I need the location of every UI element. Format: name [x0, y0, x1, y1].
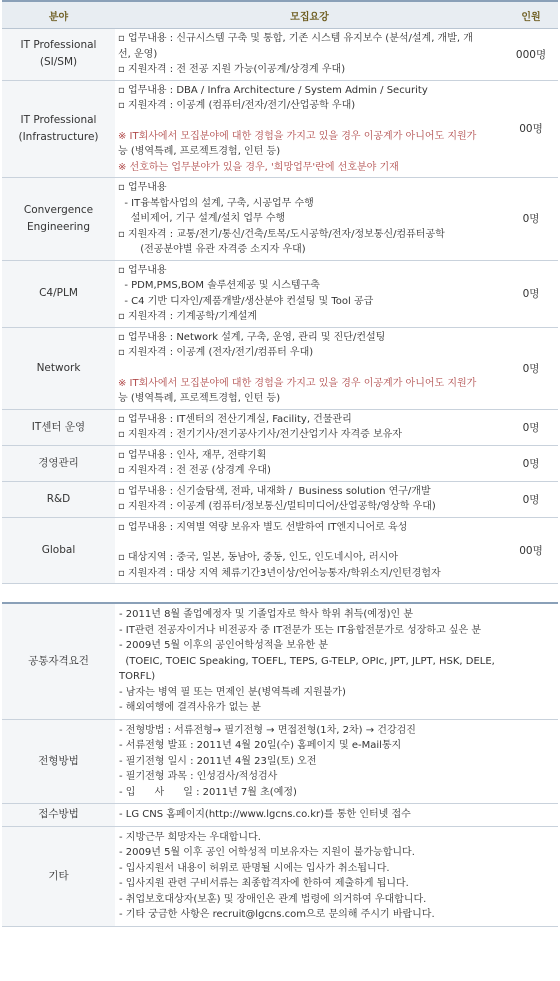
- detail-line: - 전형방법 : 서류전형→ 필기전형 → 면접전형(1차, 2차) → 건강검진: [119, 724, 416, 736]
- field-name: [2, 260, 115, 327]
- detail-line: ▫ 업무내용 : 인사, 재무, 전략기획: [118, 449, 267, 461]
- headcount: 0명: [504, 178, 558, 261]
- detail-line: - 입사지원서 내용이 허위로 판명될 시에는 입사가 취소됩니다.: [119, 862, 390, 874]
- detail-line: 능 (병역특례, 프로젝트경험, 인턴 등): [118, 146, 281, 157]
- field-name-line: Global: [41, 543, 76, 556]
- detail-line: ▫ 지원자격 : 교통/전기/통신/건축/토목/도시공학/전자/정보통신/컴퓨터공학: [118, 228, 445, 240]
- table-row: [2, 80, 558, 178]
- common-info-table: [2, 602, 558, 927]
- field-name: [2, 445, 115, 481]
- detail-line: - PDM,PMS,BOM 솔루션제공 및 시스템구축: [118, 280, 320, 291]
- field-name-line: 경영관리: [38, 456, 79, 469]
- table-row: [2, 481, 558, 517]
- spacer: [118, 114, 504, 129]
- detail-line: - 남자는 병역 필 또는 면제인 분(병역특례 지원불가): [119, 686, 346, 698]
- field-name-line: Network: [36, 361, 81, 374]
- table-row: [2, 445, 558, 481]
- detail-line: ▫ 지원자격 : 이공계 (전자/전기/컴퓨터 우대): [118, 347, 314, 358]
- headcount: 00명: [504, 80, 558, 178]
- detail-line: (전공분야별 유관 자격증 소지자 우대): [118, 244, 306, 255]
- recruitment-rows: [2, 29, 558, 584]
- spacer: [118, 535, 504, 550]
- headcount: 0명: [504, 481, 558, 517]
- detail-line: ※ 선호하는 업무분야가 있을 경우, '희망업무'란에 선호분야 기재: [118, 161, 399, 173]
- field-name-line: Convergence: [23, 203, 94, 216]
- info-row: [2, 826, 558, 926]
- info-details: [115, 719, 558, 804]
- headcount: 0명: [504, 409, 558, 445]
- requirement-details: [115, 445, 504, 481]
- header-field: 분야: [2, 1, 115, 29]
- detail-line: ▫ 업무내용 : 지역별 역량 보유자 별도 선발하여 IT엔지니어로 육성: [118, 521, 408, 533]
- field-name-line: IT센터 운영: [31, 420, 86, 433]
- requirement-details: [115, 481, 504, 517]
- detail-line: - 입 사 일 : 2011년 7월 초(예정): [119, 786, 297, 798]
- field-name-line: Engineering: [27, 220, 90, 233]
- table-row: [2, 260, 558, 327]
- field-name: [2, 29, 115, 81]
- requirement-details: [115, 409, 504, 445]
- requirement-details: [115, 29, 504, 81]
- table-row: [2, 178, 558, 261]
- detail-line: - 입사지원 관련 구비서류는 최종합격자에 한하여 제출하게 됩니다.: [119, 878, 409, 889]
- detail-line: - 취업보호대상자(보훈) 및 장애인은 관계 법령에 의거하여 우대합니다.: [119, 893, 427, 905]
- info-details: [115, 804, 558, 827]
- info-row: [2, 719, 558, 804]
- field-name-line: C4/PLM: [39, 287, 78, 299]
- headcount: 000명: [504, 29, 558, 81]
- table-row: [2, 29, 558, 81]
- spacer: [118, 361, 504, 376]
- common-info-rows: [2, 603, 558, 926]
- detail-line: ▫ 지원자격 : 이공계 (컴퓨터/전자/전기/산업공학 우대): [118, 100, 356, 111]
- detail-line: 선, 운영): [118, 48, 158, 60]
- field-name-line: (Infrastructure): [18, 130, 99, 143]
- detail-line: - 필기전형 과목 : 인성검사/적성검사: [119, 771, 278, 782]
- detail-line: ▫ 지원자격 : 전 전공 (상경계 우대): [118, 465, 271, 476]
- info-label: 전형방법: [2, 719, 115, 804]
- field-name-line: IT Professional: [20, 113, 97, 126]
- detail-line: ▫ 업무내용 : 신기술탐색, 전파, 내재화 / Business solution 연구/개발: [118, 485, 431, 497]
- field-name-line: IT Professional: [20, 39, 97, 52]
- field-name-line: R&D: [46, 492, 71, 505]
- detail-line: - 지방근무 희망자는 우대합니다.: [119, 831, 261, 843]
- info-label: 접수방법: [2, 804, 115, 827]
- table-header-row: [2, 1, 558, 29]
- detail-line: TORFL): [119, 671, 156, 682]
- info-row: [2, 804, 558, 827]
- detail-line: ▫ 대상지역 : 중국, 일본, 동남아, 중동, 인도, 인도네시아, 러시아: [118, 552, 399, 563]
- table-row: [2, 517, 558, 584]
- detail-line: ▫ 업무내용 : DBA / Infra Architecture / System Admin / Security: [118, 84, 428, 96]
- header-headcount: 인원: [504, 1, 558, 29]
- detail-line: ▫ 업무내용 : IT센터의 전산기계실, Facility, 건물관리: [118, 413, 352, 425]
- field-name: [2, 409, 115, 445]
- detail-line: - 2009년 5월 이후의 공인어학성적을 보유한 분: [119, 640, 329, 651]
- detail-line: - IT융복합사업의 설계, 구축, 시공업무 수행: [118, 197, 314, 209]
- info-details: [115, 603, 558, 719]
- table-row: [2, 409, 558, 445]
- requirement-details: [115, 178, 504, 261]
- detail-line: ▫ 지원자격 : 전기기사/전기공사기사/전기산업기사 자격증 보유자: [118, 429, 402, 440]
- field-name: [2, 327, 115, 409]
- field-name-line: (SI/SM): [39, 56, 78, 69]
- headcount: 0명: [504, 327, 558, 409]
- detail-line: 설비제어, 기구 설계/설치 업무 수행: [118, 213, 286, 224]
- field-name: [2, 517, 115, 584]
- detail-line: - LG CNS 홈페이지(http://www.lgcns.co.kr)를 통한 인터넷 접수: [119, 809, 411, 820]
- detail-line: ※ IT회사에서 모집분야에 대한 경험을 가지고 있을 경우 이공계가 아니어도 지원가: [118, 377, 477, 389]
- requirement-details: [115, 327, 504, 409]
- table-row: [2, 327, 558, 409]
- detail-line: ※ IT회사에서 모집분야에 대한 경험을 가지고 있을 경우 이공계가 아니어도 지원가: [118, 130, 477, 142]
- detail-line: ▫ 업무내용: [118, 182, 167, 193]
- detail-line: ▫ 지원자격 : 전 전공 지원 가능(이공계/상경계 우대): [118, 64, 346, 75]
- headcount: 00명: [504, 517, 558, 584]
- detail-line: - 기타 궁금한 사항은 recruit@lgcns.com으로 문의해 주시기 바랍니다.: [119, 909, 435, 920]
- requirement-details: [115, 517, 504, 584]
- detail-line: ▫ 지원자격 : 대상 지역 체류기간3년이상/언어능통자/학위소지/인턴경험자: [118, 567, 441, 579]
- detail-line: ▫ 업무내용: [118, 264, 167, 276]
- info-label: 공통자격요건: [2, 603, 115, 719]
- header-requirements: 모집요강: [115, 1, 504, 29]
- requirement-details: [115, 80, 504, 178]
- detail-line: - 해외여행에 결격사유가 없는 분: [119, 702, 261, 713]
- detail-line: - 2011년 8월 졸업예정자 및 기졸업자로 학사 학위 취득(예정)인 분: [119, 609, 414, 620]
- field-name: [2, 80, 115, 178]
- detail-line: ▫ 업무내용 : Network 설계, 구축, 운영, 관리 및 진단/컨설팅: [118, 331, 386, 343]
- detail-line: - 서류전형 발표 : 2011년 4월 20일(수) 홈페이지 및 e-Mail통지: [119, 740, 402, 751]
- detail-line: ▫ 지원자격 : 이공계 (컴퓨터/정보통신/멀티미디어/산업공학/영상학 우대): [118, 501, 436, 512]
- requirement-details: [115, 260, 504, 327]
- headcount: 0명: [504, 445, 558, 481]
- detail-line: 능 (병역특례, 프로젝트경험, 인턴 등): [118, 393, 281, 404]
- headcount: 0명: [504, 260, 558, 327]
- info-label: 기타: [2, 826, 115, 926]
- field-name: [2, 481, 115, 517]
- detail-line: (TOEIC, TOEIC Speaking, TOEFL, TEPS, G-TELP, OPIc, JPT, JLPT, HSK, DELE,: [119, 655, 495, 667]
- detail-line: - 필기전형 일시 : 2011년 4월 23일(토) 오전: [119, 755, 317, 767]
- info-row: [2, 603, 558, 719]
- info-details: [115, 826, 558, 926]
- detail-line: ▫ 업무내용 : 신규시스템 구축 및 통합, 기존 시스템 유지보수 (분석/설계, 개발, 개: [118, 33, 473, 44]
- detail-line: - IT관련 전공자이거나 비전공자 중 IT전문가 또는 IT융합전문가로 성장하고 싶은 분: [119, 624, 482, 636]
- detail-line: ▫ 지원자격 : 기계공학/기계설계: [118, 311, 257, 322]
- detail-line: - 2009년 5월 이후 공인 어학성적 미보유자는 지원이 불가능합니다.: [119, 847, 415, 858]
- field-name: [2, 178, 115, 261]
- recruitment-table: [2, 0, 558, 584]
- detail-line: - C4 기반 디자인/제품개발/생산분야 컨설팅 및 Tool 공급: [118, 295, 374, 307]
